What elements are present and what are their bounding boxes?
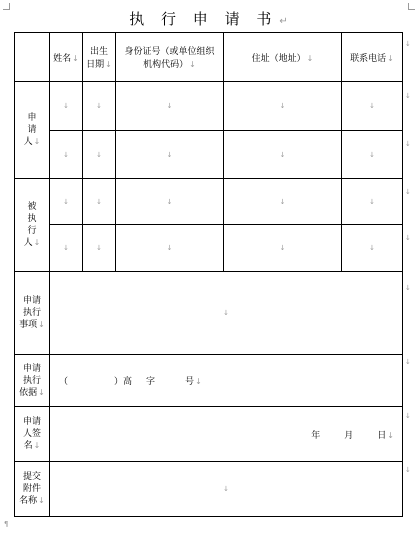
applicant-name-cell[interactable]: ↓ [50,131,83,179]
application-form-table [14,32,403,517]
applicant-address-cell[interactable]: ↓ [224,82,342,131]
respondent-id-cell[interactable]: ↓ [116,225,224,272]
respondent-name-cell[interactable]: ↓ [50,179,83,225]
row-end-mark: ↓ [405,284,411,292]
basis-row [15,355,403,407]
row-end-mark: ↓ [405,466,411,474]
respondent-address-cell[interactable]: ↓ [224,225,342,272]
applicant-phone-cell[interactable]: ↓ [342,131,403,179]
row-end-mark: ↓ [405,234,411,242]
respondent-phone-cell[interactable]: ↓ [342,179,403,225]
row-end-mark: ↓ [405,188,411,196]
header-name: 姓名↓ [50,33,83,82]
row-end-mark: ↓ [405,358,411,366]
document-title: 执 行 申 请 书 ↵ [129,10,288,28]
respondent-label: 被 执 行 人↓ [15,179,50,272]
header-row [15,33,403,82]
row-end-mark: ↓ [405,92,411,100]
crop-mark [3,3,10,10]
row-end-mark: ↓ [405,140,411,148]
respondent-row-1 [15,179,403,225]
paragraph-end-mark: ¶ [4,520,9,528]
signature-row [15,407,403,462]
respondent-name-cell[interactable]: ↓ [50,225,83,272]
row-end-mark: ↓ [405,412,411,420]
applicant-id-cell[interactable]: ↓ [116,131,224,179]
applicant-name-cell[interactable]: ↓ [50,82,83,131]
attachments-field[interactable]: ↓ [50,462,403,517]
signature-field[interactable] [50,407,403,462]
respondent-phone-cell[interactable]: ↓ [342,225,403,272]
header-id-number: 身份证号（或单位组织 机构代码）↓ [116,33,224,82]
signature-label: 申请 人签 名↓ [15,407,50,462]
applicant-row-1 [15,82,403,131]
applicant-label: 申 请 人↓ [15,82,50,179]
basis-label: 申请 执行 依据↓ [15,355,50,407]
attachments-row [15,462,403,517]
applicant-id-cell[interactable]: ↓ [116,82,224,131]
row-end-mark: ↓ [405,40,411,48]
matters-row [15,272,403,355]
applicant-address-cell[interactable]: ↓ [224,131,342,179]
respondent-birth-cell[interactable]: ↓ [83,225,116,272]
respondent-id-cell[interactable]: ↓ [116,179,224,225]
respondent-row-2 [15,225,403,272]
respondent-birth-cell[interactable]: ↓ [83,179,116,225]
matters-label: 申请 执行 事项↓ [15,272,50,355]
header-address: 住址（地址）↓ [224,33,342,82]
header-birth-date: 出生 日期↓ [83,33,116,82]
attachments-label: 提交 附件 名称↓ [15,462,50,517]
basis-field[interactable]: （ ）高 字 号↓ [50,355,403,407]
applicant-birth-cell[interactable]: ↓ [83,82,116,131]
applicant-birth-cell[interactable]: ↓ [83,131,116,179]
respondent-address-cell[interactable]: ↓ [224,179,342,225]
corner-cell [15,33,50,82]
applicant-row-2 [15,131,403,179]
matters-field[interactable]: ↓ [50,272,403,355]
crop-mark [408,3,415,10]
applicant-phone-cell[interactable]: ↓ [342,82,403,131]
date-line: 年 月 日↓ [311,430,394,441]
header-phone: 联系电话↓ [342,33,403,82]
